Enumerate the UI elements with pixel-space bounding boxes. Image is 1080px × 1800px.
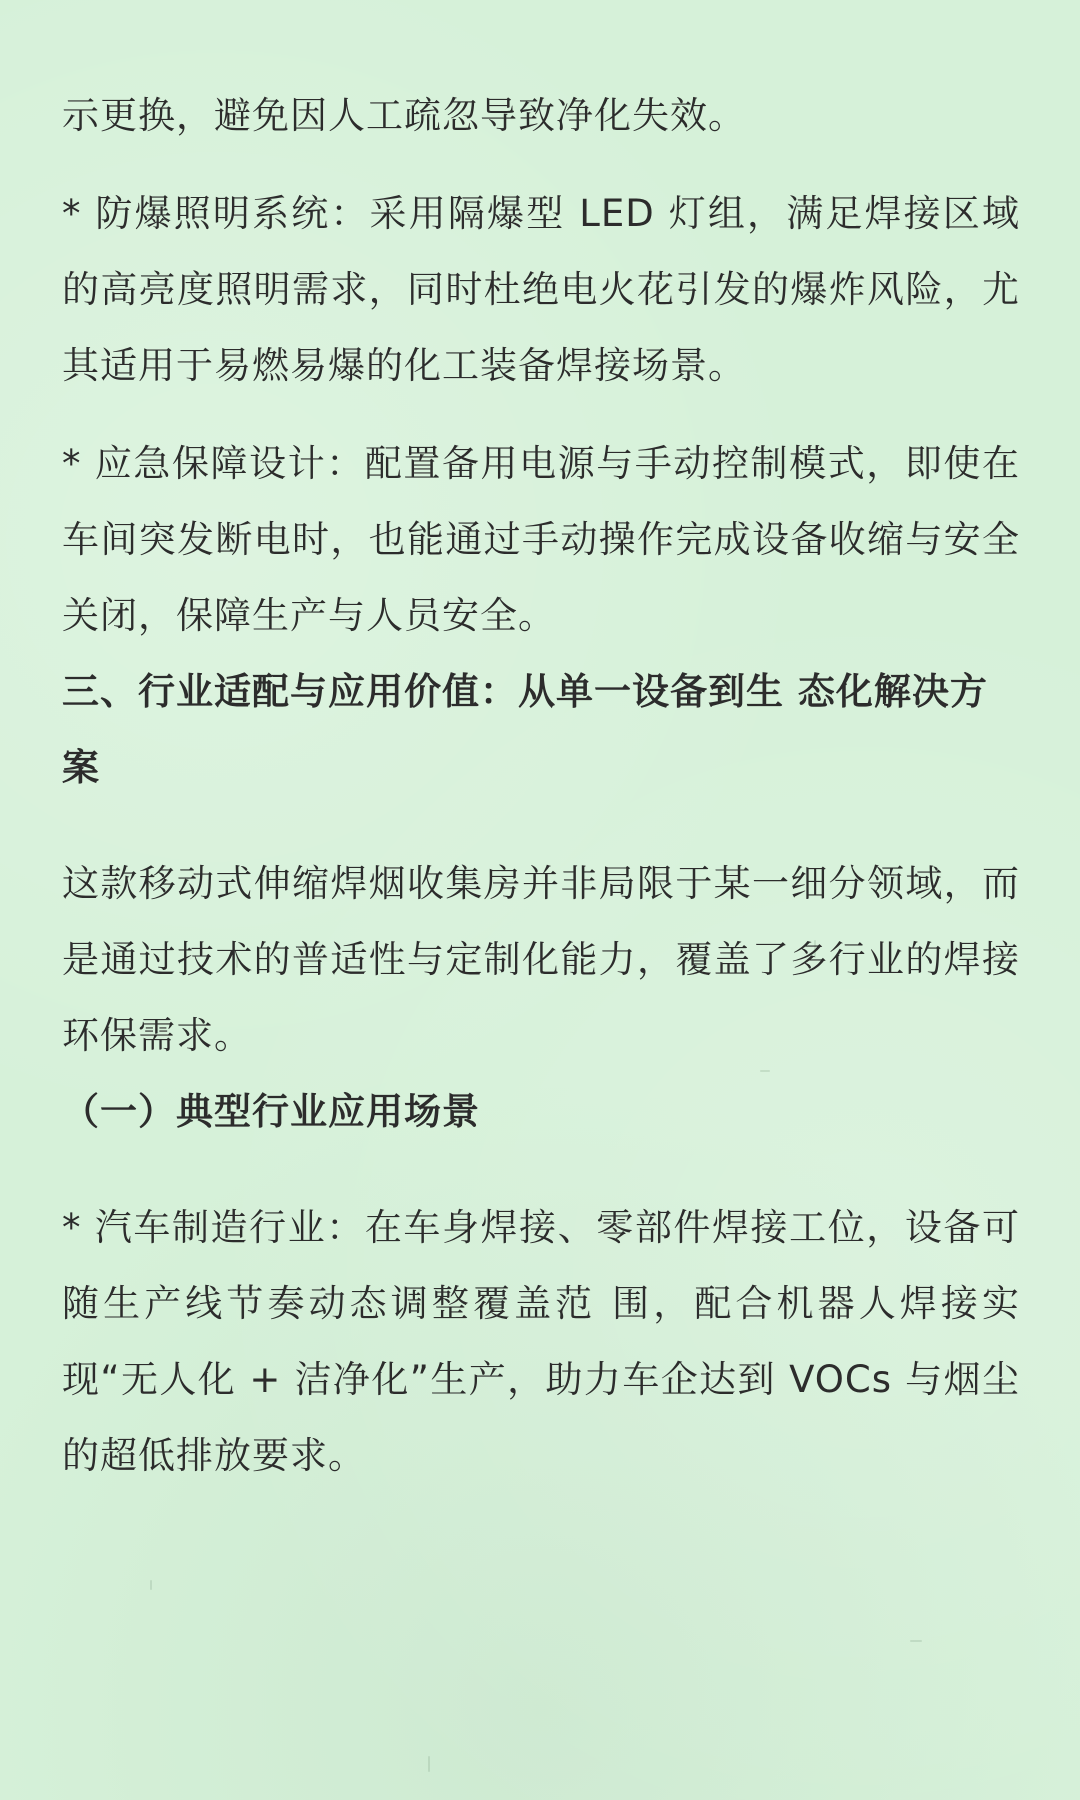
- article-paragraph: * 防爆照明系统：采用隔爆型 LED 灯组，满足焊接区域的高亮度照明需求，同时杜绝电火花引发的爆炸风险，尤其适用于易燃易爆的化工装备焊接场景。: [62, 192, 1020, 387]
- article-paragraph: * 应急保障设计：配置备用电源与手动控制模式，即使在车间突发断电时，也能通过手动操作完成设备收缩与安全关闭，保障生产与人员安全。: [62, 442, 1020, 637]
- subsection-heading: （一）典型行业应用场景: [62, 1090, 480, 1133]
- article-body: [62, 78, 1020, 1494]
- article-paragraph: 示更换，避免因人工疏忽导致净化失效。: [62, 94, 746, 137]
- paper-fiber: [150, 1580, 152, 1590]
- section-heading: 三、行业适配与应用价值：从单一设备到生 态化解决方案: [62, 670, 988, 789]
- paper-fiber: [428, 1756, 430, 1772]
- paper-fiber: [910, 1640, 922, 1642]
- article-paragraph: * 汽车制造行业：在车身焊接、零部件焊接工位，设备可随生产线节奏动态调整覆盖范 围，配合机器人焊接实现“无人化 + 洁净化”生产，助力车企达到 VOCs 与烟尘的超低排放要求。: [62, 1206, 1020, 1477]
- article-paragraph: 这款移动式伸缩焊烟收集房并非局限于某一细分领域，而是通过技术的普适性与定制化能力，覆盖了多行业的焊接环保需求。: [62, 862, 1020, 1057]
